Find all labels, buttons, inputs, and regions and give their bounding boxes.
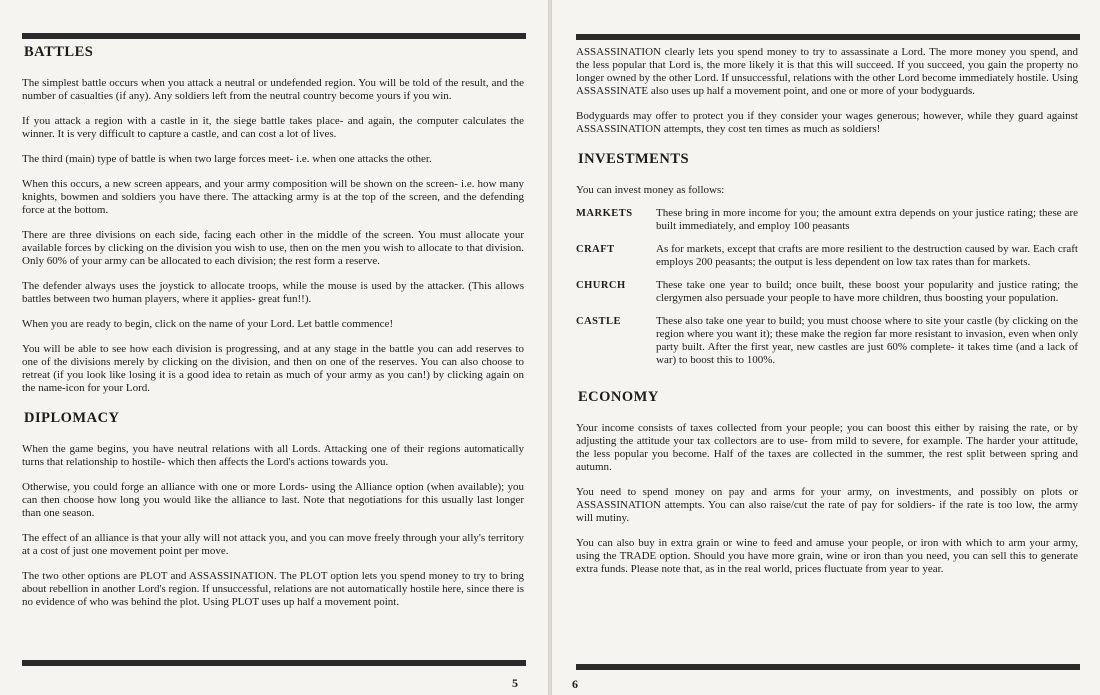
investment-description: These take one year to build; once built, these boost your popularity and justice rating; the clergymen also persuade your people to have more children, thus boosting your population. [656, 279, 1078, 304]
paragraph: You can also buy in extra grain or wine to feed and amuse your people, or iron with which to arm your army, using the TRADE option. Should you have more grain, wine or iron than you need, you can sell this to generate extra funds. Please note that, as in the real world, prices fluctuate from year to year. [576, 537, 1078, 575]
top-rule [576, 34, 1080, 40]
paragraph: Otherwise, you could forge an alliance with one or more Lords- using the Alliance option (when available); you can then choose how long you would like the alliance to last. Note that negotiations for this usually last longer than one season. [22, 481, 524, 519]
section-heading-investments: INVESTMENTS [578, 151, 690, 167]
section-heading-diplomacy: DIPLOMACY [24, 410, 120, 426]
paragraph: The effect of an alliance is that your ally will not attack you, and you can move freely through your ally's territory at a cost of just one movement point per move. [22, 532, 524, 557]
page-number: 6 [572, 677, 578, 691]
investment-item-craft [576, 243, 1078, 269]
bottom-rule [22, 660, 526, 666]
section-heading-battles: BATTLES [24, 44, 94, 60]
paragraph: The simplest battle occurs when you attack a neutral or undefended region. You will be told of the result, and the number of casualties (if any). Any soldiers left from the neutral country become yours if you win. [22, 77, 524, 102]
investment-term: MARKETS [576, 208, 633, 219]
section-heading-economy: ECONOMY [578, 389, 659, 405]
paragraph: Bodyguards may offer to protect you if they consider your wages generous; however, while they guard against ASSASSINATION attempts, they cost ten times as much as soldiers! [576, 110, 1078, 135]
investment-item-church [576, 279, 1078, 305]
left-page-content [22, 44, 524, 621]
paragraph: Your income consists of taxes collected from your people; you can boost this either by raising the rate, or by adjusting the attitude your tax collectors are to use- from mild to severe, for example. The harder your attitude, the less popular you become. Half of the taxes are collected in the summer, the rest split between spring and autumn. [576, 422, 1078, 473]
right-page-content [576, 46, 1078, 588]
investment-description: These bring in more income for you; the amount extra depends on your justice rating; these are built immediately, and employ 100 peasants [656, 207, 1078, 232]
paragraph: The third (main) type of battle is when two large forces meet- i.e. when one attacks the other. [22, 153, 432, 165]
investment-item-markets [576, 207, 1078, 233]
investments-intro: You can invest money as follows: [576, 184, 725, 196]
paragraph: You need to spend money on pay and arms for your army, on investments, and possibly on plots or ASSASSINATION attempts. You can also raise/cut the rate of pay for soldiers- if the rate is too low, the army will mutiny. [576, 486, 1078, 524]
left-page [0, 0, 548, 695]
paragraph: You will be able to see how each division is progressing, and at any stage in the battle you can add reserves to one of the divisions merely by clicking on the division, and then on one of the reserves. You can also choose to retreat (if you look like losing it is a good idea to retain as much of your army as you can!) by clicking again on the name-icon for your Lord. [22, 343, 524, 394]
investment-term: CASTLE [576, 316, 622, 327]
investment-item-castle [576, 315, 1078, 367]
paragraph: If you attack a region with a castle in it, the siege battle takes place- and again, the computer calculates the winner. It is very difficult to capture a castle, and can cost a lot of lives. [22, 115, 524, 140]
bottom-rule [576, 664, 1080, 670]
investment-description: These also take one year to build; you must choose where to site your castle (by clicking on the region where you want it); these make the region far more resistant to invasion, even when only party built. After the first year, new castles are just 60% complete- it takes time (and a lack of war) to boost this to 100%. [656, 315, 1078, 366]
paragraph: There are three divisions on each side, facing each other in the middle of the screen. You must allocate your available forces by clicking on the division you wish to use, then on the men you wish to allocate to that division. Only 60% of your army can be allocated to each division; the rest form a reserve. [22, 229, 524, 267]
paragraph: When the game begins, you have neutral relations with all Lords. Attacking one of their regions automatically turns that relationship to hostile- which then affects the Lord's actions towards you. [22, 443, 524, 468]
paragraph: When you are ready to begin, click on the name of your Lord. Let battle commence! [22, 318, 394, 330]
paragraph: When this occurs, a new screen appears, and your army composition will be shown on the screen- i.e. how many knights, bowmen and soldiers you have there. The attacking army is at the top of the screen, and the defending force at the bottom. [22, 178, 524, 216]
top-rule [22, 33, 526, 39]
page-number: 5 [512, 676, 518, 690]
paragraph: The defender always uses the joystick to allocate troops, while the mouse is used by the attacker. (This allows battles between two human players, where it applies- great fun!!). [22, 280, 524, 305]
investment-term: CRAFT [576, 244, 615, 255]
investment-term: CHURCH [576, 280, 626, 291]
paragraph: ASSASSINATION clearly lets you spend money to try to assassinate a Lord. The more money you spend, and the less popular that Lord is, the more likely it is that this will succeed. If you succeed, you gain the property no longer owned by the other Lord. If unsuccessful, relations with the other Lord become immediately hostile. Using ASSASSINATE also uses up half a movement point, and one or more of your bodyguards. [576, 46, 1078, 97]
paragraph: The two other options are PLOT and ASSASSINATION. The PLOT option lets you spend money to try to bring about rebellion in another Lord's region. If unsuccessful, relations are not automatically hostile here, since there is no evidence of who was behind the plot. Using PLOT uses up half a movement point. [22, 570, 525, 608]
investment-description: As for markets, except that crafts are more resilient to the destruction caused by war. Each craft employs 200 peasants; the output is less dependent on low tax rates than for markets. [656, 243, 1078, 268]
right-page [552, 0, 1100, 695]
